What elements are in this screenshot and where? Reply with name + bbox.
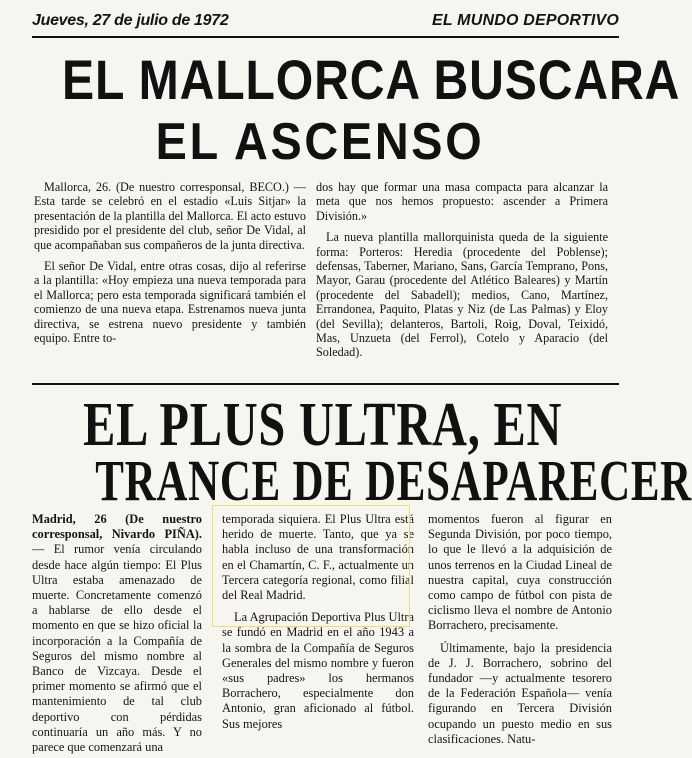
- header-rule: [32, 36, 619, 38]
- headline-mallorca-line2: EL ASCENSO: [155, 113, 485, 171]
- newspaper-name: EL MUNDO DEPORTIVO: [431, 12, 619, 29]
- article-mallorca-column-2: [316, 180, 608, 360]
- article-text: — El rumor venía circulando desde hace algún tiempo: El Plus Ultra estaba amenazado de muerte. Concretamente comenzó a hablarse de ello desde el momento en que se hizo oficial la incorporación a la Compañía de Seguros del mismo nombre al Banco de Vizcaya. Desde el primer momento se afirmó que el mantenimiento de tal club deportivo con pérdidas continuaría un año más. Y no parece que comenzará una: [32, 542, 202, 755]
- article-paragraph: Últimamente, bajo la presidencia de J. J. Borrachero, sobrino del fundador —y actualmente tesorero de la Federación Española— venía figurando en Tercera División ocupando un puesto medio en sus clasificaciones. Natu-: [428, 640, 612, 746]
- article-paragraph: temporada siquiera. El Plus Ultra está herido de muerte. Tanto, que ya se habla incluso de una transformación en el Chamartín, C. F., actualmente un Tercera categoría regional, como filial del Real Madrid.: [222, 512, 414, 603]
- article-paragraph: Mallorca, 26. (De nuestro corresponsal, BECO.) — Esta tarde se celebró en el estadio «Luis Sitjar» la presentación de la plantilla del Mallorca. El acto estuvo presidido por el presidente del club, señor De Vidal, al que acompañaban sus compañeros de la junta directiva.: [34, 180, 306, 252]
- article-plus-ultra-column-3: [428, 512, 612, 747]
- issue-date: Jueves, 27 de julio de 1972: [32, 12, 229, 29]
- article-mallorca-column-1: [34, 180, 306, 345]
- article-paragraph: El señor De Vidal, entre otras cosas, dijo al referirse a la plantilla: «Hoy empieza una nueva temporada para el Mallorca; pero esta temporada significará también el comienzo de una nueva etapa. Estrenamos nueva junta directiva, se estrena nuevo presidente y también equipo. Entre to-: [34, 259, 306, 346]
- headline-plus-ultra-line2: TRANCE DE DESAPARECER: [95, 448, 692, 513]
- page-header: [32, 10, 619, 36]
- article-paragraph: momentos fueron al figurar en Segunda División, por poco tiempo, lo que le llevó a la adquisición de unos terrenos en la Ciudad Lineal de nuestra capital, cuya construcción como campo de fútbol con pista de ciclismo lleva el nombre de Antonio Borrachero, precisamente.: [428, 512, 612, 633]
- article-paragraph: La nueva plantilla mallorquinista queda de la siguiente forma: Porteros: Heredia (procedente del Poblense); defensas, Taberner, Mariano, Sans, García Temprano, Pons, Mayor, Garau (procedente del Atlético Baleares) y Martín (procedente del Sabadell); medios, Cano, Martínez, Errandonea, Paquito, Platas y Niz (de Las Palmas) y Eloy (del Sevilla); delanteros, Bartoli, Roig, Doval, Teixidó, Mas, Unzueta (del Ferrol), Cotelo y Aparacio (del Soledad).: [316, 230, 608, 360]
- article-paragraph: La Agrupación Deportiva Plus Ultra se fundó en Madrid en el año 1943 a la sombra de la Compañía de Seguros Generales del mismo nombre y fueron «sus padres» los hermanos Borrachero, especialmente don Antonio, gran aficionado al fútbol. Sus mejores: [222, 610, 414, 731]
- article-paragraph: dos hay que formar una masa compacta para alcanzar la meta que nos hemos propuesto: ascender a Primera División.»: [316, 180, 608, 223]
- headline-mallorca-line1: EL MALLORCA BUSCARA: [62, 48, 681, 111]
- headline-plus-ultra-line1: EL PLUS ULTRA, EN: [83, 391, 563, 459]
- article-plus-ultra-column-2: [222, 512, 414, 732]
- section-rule: [32, 383, 619, 385]
- article-dateline: Madrid, 26 (De nuestro corresponsal, Nivardo PIÑA).: [32, 512, 202, 542]
- article-plus-ultra-column-1: [32, 512, 202, 755]
- article-paragraph: [32, 512, 202, 755]
